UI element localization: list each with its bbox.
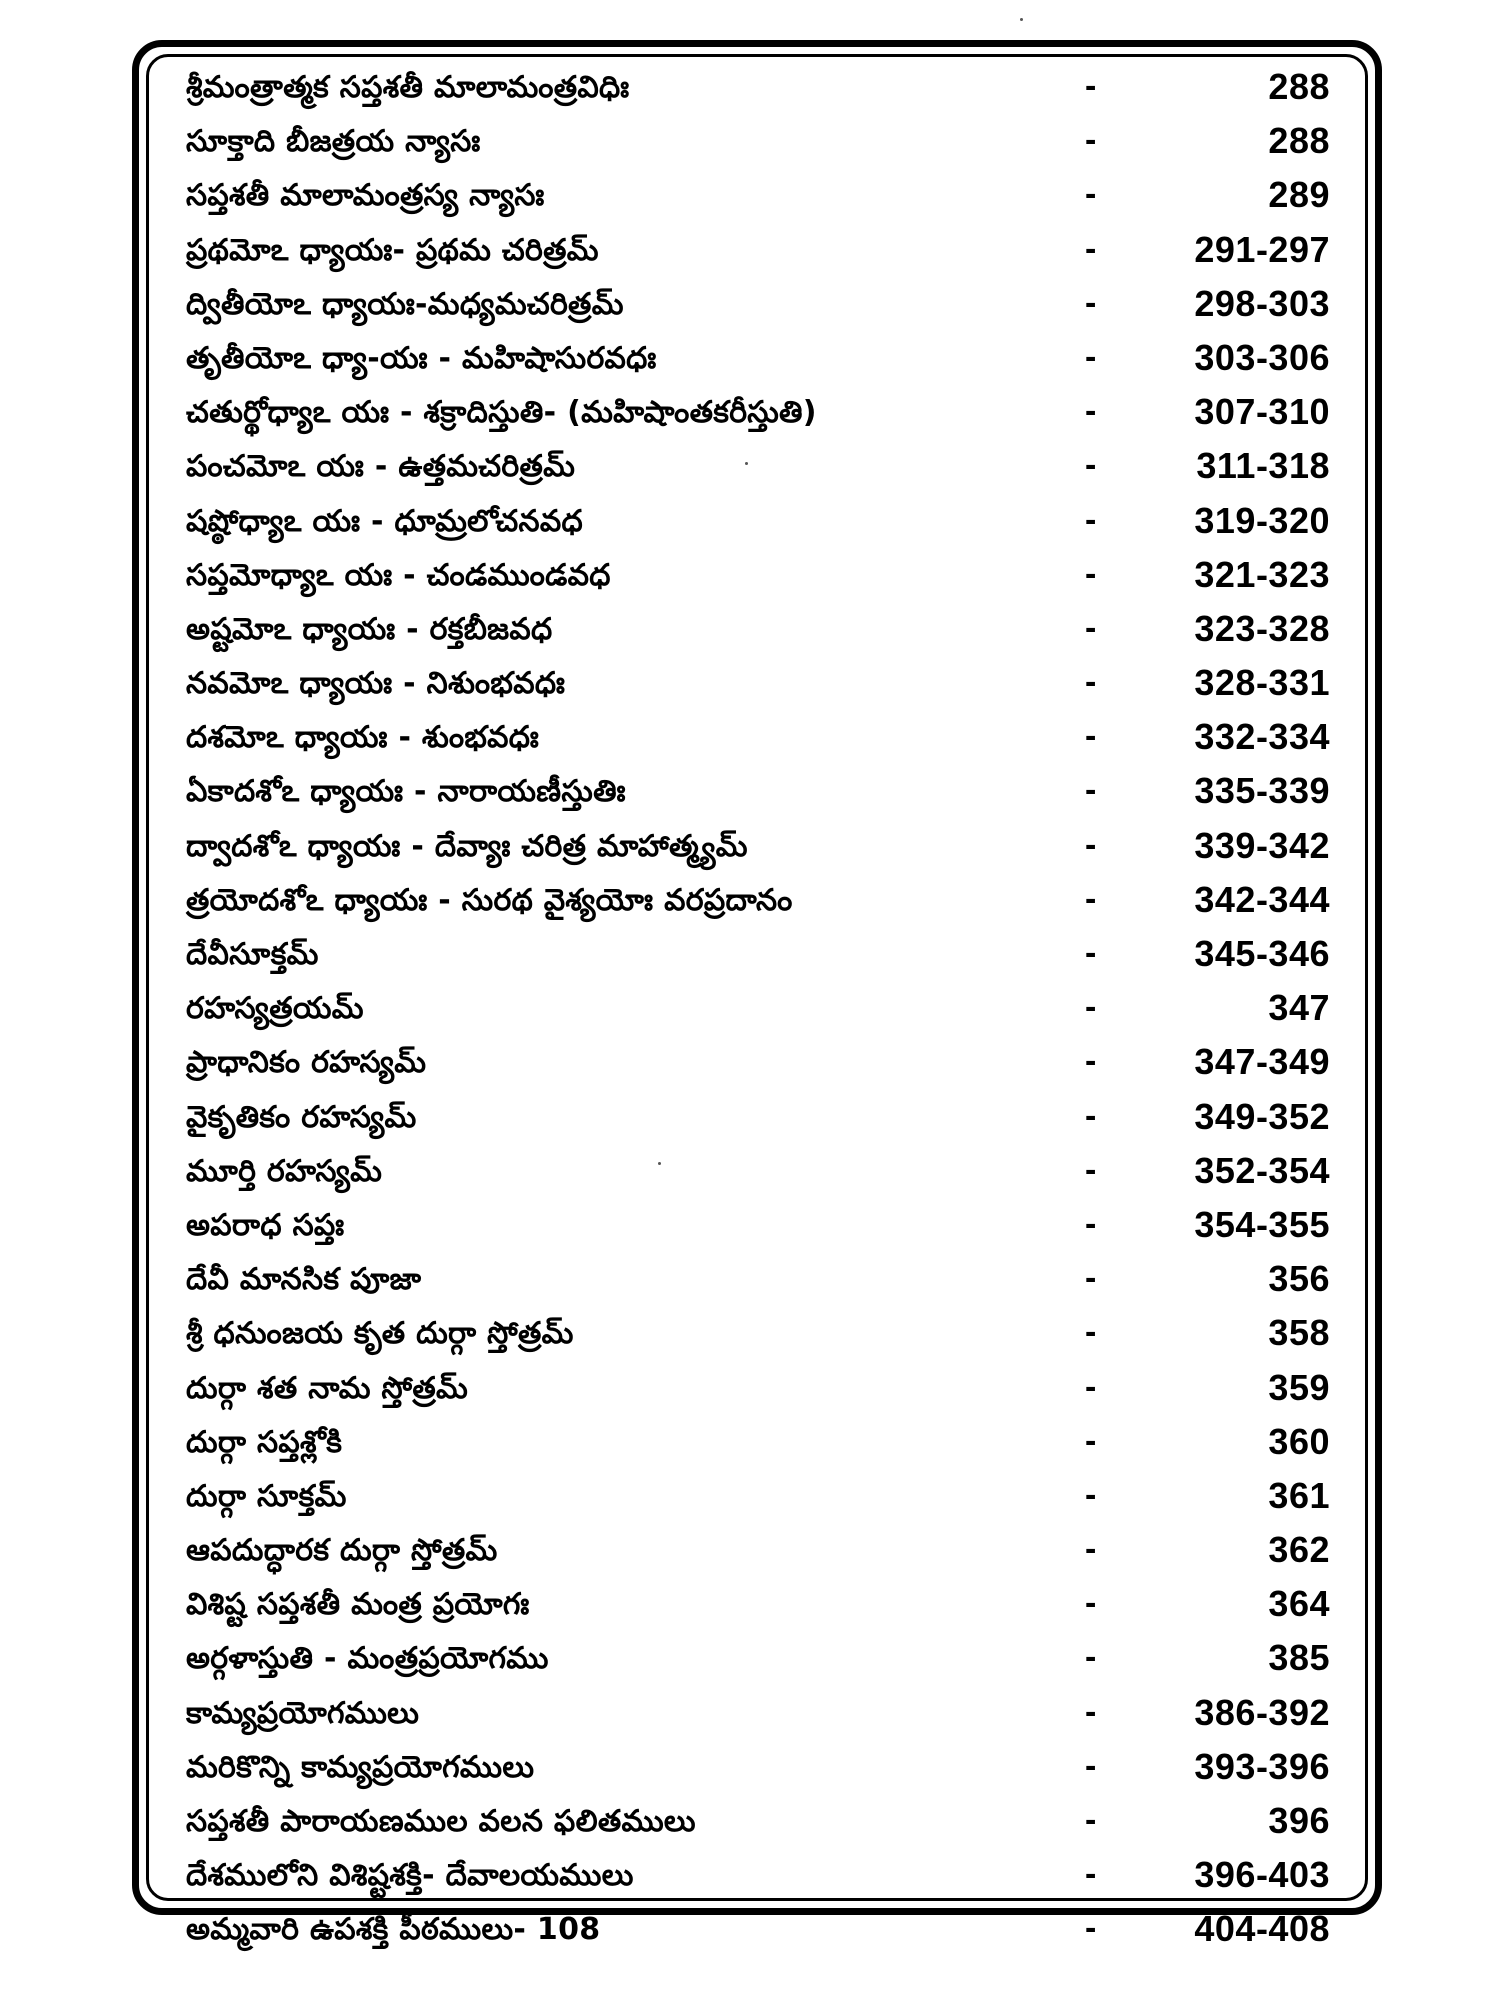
toc-entry [180, 226, 1340, 280]
toc-entry-separator: - [1085, 1530, 1097, 1569]
toc-entry-separator: - [1085, 392, 1097, 431]
toc-entry-title: ద్వితీయోఽ ధ్యాయః-మధ్యమచరిత్రమ్ [186, 286, 624, 322]
toc-entry-separator: - [1085, 1096, 1097, 1135]
toc-entry [180, 63, 1340, 117]
toc-entry [180, 1905, 1340, 1959]
toc-entry [180, 117, 1340, 171]
toc-entry-title: విశిష్ట సప్తశతీ మంత్ర ప్రయోగః [186, 1587, 530, 1623]
toc-entry [180, 1364, 1340, 1418]
print-speck [1020, 18, 1023, 21]
toc-entry-title: కామ్యప్రయోగములు [186, 1695, 420, 1731]
toc-entry-separator: - [1085, 1204, 1097, 1243]
toc-entry-title: అర్గళాస్తుతి - మంత్రప్రయోగము [186, 1641, 549, 1677]
toc-entry-page-number: 335-339 [1194, 770, 1330, 812]
toc-entry-title: ద్వాదశోఽ ధ్యాయః - దేవ్యాః చరిత్ర మాహాత్మ్యమ్ [186, 828, 748, 864]
toc-entry-page-number: 321-323 [1194, 553, 1330, 595]
toc-entry-separator: - [1085, 663, 1097, 702]
toc-entry [180, 1797, 1340, 1851]
toc-entry-separator: - [1085, 879, 1097, 918]
toc-entry [180, 767, 1340, 821]
toc-entry-separator: - [1085, 121, 1097, 160]
toc-entry-separator: - [1085, 988, 1097, 1027]
toc-entry [180, 659, 1340, 713]
toc-entry-separator: - [1085, 337, 1097, 376]
toc-entry-title: దేవీ మానసిక పూజా [186, 1262, 422, 1298]
toc-entry-separator: - [1085, 825, 1097, 864]
toc-entry [180, 497, 1340, 551]
toc-entry-separator: - [1085, 1692, 1097, 1731]
toc-entry-page-number: 360 [1268, 1420, 1330, 1462]
toc-entry-title: అష్టమోఽ ధ్యాయః - రక్తబీజవధ [186, 611, 553, 647]
toc-entry-title: ప్రథమోఽ ధ్యాయః- ప్రథమ చరిత్రమ్ [186, 232, 599, 268]
toc-entry-title: దేవీసూక్తమ్ [186, 937, 319, 972]
toc-entry [180, 1743, 1340, 1797]
toc-entry-separator: - [1085, 229, 1097, 268]
toc-entry [180, 442, 1340, 496]
toc-entry-title: చతుర్థోధ్యాఽ యః - శక్రాదిస్తుతి- (మహిషాంతకరీస్తుతి) [186, 395, 817, 431]
toc-entry-page-number: 386-392 [1194, 1691, 1330, 1733]
toc-entry [180, 1201, 1340, 1255]
table-of-contents [180, 63, 1340, 1960]
toc-entry-title: దేశములోని విశిష్టశక్తి- దేవాలయములు [186, 1858, 634, 1894]
toc-entry-separator: - [1085, 717, 1097, 756]
toc-entry [180, 171, 1340, 225]
toc-entry [180, 1472, 1340, 1526]
toc-entry-page-number: 323-328 [1194, 607, 1330, 649]
toc-entry-title: దుర్గా సప్తశ్లోకి [186, 1424, 343, 1460]
toc-entry-title: త్రయోదశోఽ ధ్యాయః - సురథ వైశ్యయోః వరప్రదానం [186, 882, 793, 918]
toc-entry-title: సప్తశతీ మాలామంత్రస్య న్యాసః [186, 178, 545, 214]
toc-entry [180, 984, 1340, 1038]
toc-entry-page-number: 361 [1268, 1474, 1330, 1516]
toc-entry-page-number: 307-310 [1194, 391, 1330, 433]
toc-entry-page-number: 288 [1268, 66, 1330, 107]
toc-entry [180, 280, 1340, 334]
toc-entry-page-number: 358 [1268, 1312, 1330, 1354]
toc-entry [180, 388, 1340, 442]
toc-entry-separator: - [1085, 1746, 1097, 1785]
toc-entry-separator: - [1085, 1367, 1097, 1406]
toc-entry-title: దుర్గా సూక్తమ్ [186, 1478, 347, 1514]
toc-entry-page-number: 354-355 [1194, 1203, 1330, 1245]
toc-entry-title: ఆపదుద్ధారక దుర్గా స్తోత్రమ్ [186, 1533, 498, 1569]
toc-entry-title: షష్ఠోధ్యాఽ యః - ధూమ్రలోచనవధ [186, 503, 583, 539]
toc-entry [180, 713, 1340, 767]
toc-entry-title: మరికొన్ని కామ్యప్రయోగములు [186, 1749, 535, 1785]
toc-entry-separator: - [1085, 1801, 1097, 1839]
toc-entry-title: సూక్తాది బీజత్రయ న్యాసః [186, 124, 481, 160]
toc-entry-page-number: 352-354 [1194, 1149, 1330, 1191]
toc-entry-page-number: 345-346 [1194, 933, 1330, 974]
toc-entry-page-number: 364 [1268, 1583, 1330, 1625]
toc-entry-title: శ్రీ ధనుంజయ కృత దుర్గా స్తోత్రమ్ [186, 1316, 574, 1352]
toc-entry [180, 1418, 1340, 1472]
toc-entry-page-number: 319-320 [1194, 499, 1330, 541]
toc-entry-separator: - [1085, 608, 1097, 647]
toc-entry-page-number: 347-349 [1194, 1041, 1330, 1083]
toc-entry [180, 930, 1340, 984]
toc-entry-page-number: 385 [1268, 1637, 1330, 1679]
toc-entry-page-number: 404-408 [1194, 1908, 1330, 1950]
toc-entry-separator: - [1085, 175, 1097, 214]
toc-entry [180, 334, 1340, 388]
toc-entry-separator: - [1085, 1638, 1097, 1677]
toc-entry-separator: - [1085, 554, 1097, 593]
toc-entry-separator: - [1085, 1150, 1097, 1189]
toc-entry-page-number: 311-318 [1196, 445, 1330, 487]
toc-entry-title: సప్తశతీ పారాయణముల వలన ఫలితములు [186, 1804, 696, 1839]
toc-entry [180, 876, 1340, 930]
toc-entry-separator: - [1085, 446, 1097, 485]
toc-entry-separator: - [1085, 1475, 1097, 1514]
toc-entry-page-number: 328-331 [1194, 662, 1330, 704]
toc-entry-title: రహస్యత్రయమ్ [186, 991, 364, 1027]
toc-entry-page-number: 356 [1268, 1258, 1330, 1300]
toc-entry [180, 551, 1340, 605]
toc-entry-title: దుర్గా శత నామ స్తోత్రమ్ [186, 1370, 469, 1406]
toc-entry-separator: - [1085, 1042, 1097, 1081]
toc-entry-title: దశమోఽ ధ్యాయః - శుంభవధః [186, 720, 540, 756]
toc-entry-separator: - [1085, 1421, 1097, 1460]
toc-entry-separator: - [1085, 283, 1097, 322]
toc-entry-page-number: 393-396 [1194, 1745, 1330, 1787]
toc-entry-title: సప్తమోధ్యాఽ యః - చండముండవధ [186, 557, 611, 593]
toc-entry-page-number: 396 [1268, 1800, 1330, 1841]
toc-entry [180, 1309, 1340, 1363]
toc-entry-separator: - [1085, 1259, 1097, 1298]
toc-entry [180, 1689, 1340, 1743]
toc-entry-separator: - [1085, 1584, 1097, 1623]
toc-entry [180, 1634, 1340, 1688]
toc-entry-page-number: 339-342 [1194, 824, 1330, 866]
toc-entry-separator: - [1085, 1313, 1097, 1352]
toc-entry-title: పంచమోఽ యః - ఉత్తమచరిత్రమ్ [186, 449, 576, 485]
toc-entry-separator: - [1085, 500, 1097, 539]
toc-entry [180, 1147, 1340, 1201]
toc-entry-page-number: 349-352 [1194, 1095, 1330, 1137]
toc-entry-title: వైకృతికం రహస్యమ్ [186, 1099, 417, 1135]
toc-entry-separator: - [1085, 771, 1097, 810]
toc-entry-page-number: 332-334 [1194, 716, 1330, 758]
toc-entry-page-number: 288 [1268, 120, 1330, 162]
toc-entry-title: ప్రాధానికం రహస్యమ్ [186, 1045, 427, 1081]
toc-entry-page-number: 347 [1268, 987, 1330, 1029]
toc-entry-page-number: 359 [1268, 1366, 1330, 1408]
toc-entry [180, 1580, 1340, 1634]
toc-entry [180, 1255, 1340, 1309]
toc-entry [180, 605, 1340, 659]
toc-entry-title: నవమోఽ ధ్యాయః - నిశుంభవధః [186, 666, 566, 702]
toc-entry [180, 1526, 1340, 1580]
toc-entry [180, 1093, 1340, 1147]
toc-entry-title: అమ్మవారి ఉపశక్తి పీఠములు- 108 [186, 1912, 601, 1948]
toc-entry-separator: - [1085, 1909, 1097, 1948]
toc-entry [180, 1851, 1340, 1905]
toc-entry-page-number: 362 [1268, 1529, 1330, 1571]
toc-entry-page-number: 303-306 [1194, 336, 1330, 378]
toc-entry-page-number: 289 [1268, 174, 1330, 216]
toc-entry-title: తృతీయోఽ ధ్యా-యః - మహిషాసురవధః [186, 340, 657, 376]
toc-entry-page-number: 342-344 [1194, 878, 1330, 920]
toc-entry-page-number: 291-297 [1194, 228, 1330, 270]
toc-entry-separator: - [1085, 67, 1097, 105]
toc-entry-separator: - [1085, 1855, 1097, 1894]
toc-entry-title: అపరాధ సప్తః [186, 1207, 345, 1243]
toc-entry-page-number: 396-403 [1194, 1854, 1330, 1896]
toc-entry-separator: - [1085, 934, 1097, 972]
toc-entry-page-number: 298-303 [1194, 282, 1330, 324]
toc-entry [180, 822, 1340, 876]
toc-entry-title: శ్రీమంత్రాత్మక సప్తశతీ మాలామంత్రవిధిః [186, 70, 630, 105]
toc-entry [180, 1038, 1340, 1092]
toc-entry-title: ఏకాదశోఽ ధ్యాయః - నారాయణీస్తుతిః [186, 774, 626, 810]
toc-entry-title: మూర్తి రహస్యమ్ [186, 1153, 383, 1189]
